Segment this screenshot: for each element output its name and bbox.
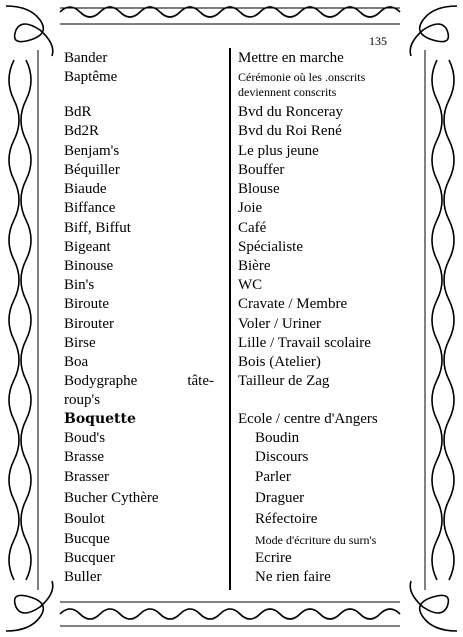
list-item bbox=[0, 277, 463, 297]
list-item bbox=[0, 162, 463, 182]
definition: Bvd du Ronceray bbox=[238, 104, 343, 120]
definition: Spécialiste bbox=[238, 239, 303, 255]
definition: Parler bbox=[255, 469, 291, 485]
list-item bbox=[0, 50, 463, 70]
list-item bbox=[0, 220, 463, 240]
definition: Bois (Atelier) bbox=[238, 354, 321, 370]
list-item bbox=[0, 104, 463, 124]
list-item bbox=[0, 335, 463, 355]
definition: Voler / Uriner bbox=[238, 316, 322, 332]
definition: WC bbox=[238, 277, 263, 293]
definition: Discours bbox=[255, 449, 309, 465]
term: Boulot bbox=[64, 511, 105, 527]
definition: Mettre en marche bbox=[238, 50, 344, 66]
definition: Bière bbox=[238, 258, 271, 274]
definition: Draguer bbox=[255, 490, 305, 506]
term: Bucque bbox=[64, 531, 110, 547]
list-item bbox=[0, 69, 463, 99]
term-line-1 bbox=[64, 373, 214, 390]
term: Brasse bbox=[64, 449, 104, 465]
term: Bucher Cythère bbox=[64, 490, 159, 506]
term-part-a: Bodygraphe bbox=[64, 373, 138, 389]
term: Boquette bbox=[64, 411, 136, 427]
term: Biaude bbox=[64, 181, 107, 197]
list-item bbox=[0, 239, 463, 259]
term: Béquiller bbox=[64, 162, 120, 178]
definition: Bouffer bbox=[238, 162, 285, 178]
list-item bbox=[0, 316, 463, 336]
list-item bbox=[0, 411, 463, 431]
list-item bbox=[0, 550, 463, 570]
term: Bigeant bbox=[64, 239, 111, 255]
term: Bucquer bbox=[64, 550, 115, 566]
term: Birouter bbox=[64, 316, 114, 332]
term: Biff, Biffut bbox=[64, 220, 131, 236]
list-item bbox=[0, 490, 463, 510]
term: Brasser bbox=[64, 469, 109, 485]
term: Bander bbox=[64, 50, 108, 66]
list-item bbox=[0, 511, 463, 531]
list-item bbox=[0, 354, 463, 374]
list-item bbox=[0, 200, 463, 220]
list-item bbox=[0, 430, 463, 450]
definition: Tailleur de Zag bbox=[238, 373, 330, 389]
term: Bd2R bbox=[64, 123, 100, 139]
definition-line-2: deviennent conscrits bbox=[238, 85, 337, 99]
list-item bbox=[0, 123, 463, 143]
term: Boa bbox=[64, 354, 89, 370]
definition: Mode d'écriture du surn's bbox=[255, 533, 377, 547]
definition: Bvd du Roi René bbox=[238, 123, 342, 139]
list-item bbox=[0, 181, 463, 201]
term: BdR bbox=[64, 104, 92, 120]
term: Biroute bbox=[64, 296, 109, 312]
list-item bbox=[0, 258, 463, 278]
definition-line-1: Cérémonie où les .onscrits bbox=[238, 70, 366, 84]
definition: Réfectoire bbox=[255, 511, 318, 527]
term: Benjam's bbox=[64, 143, 120, 159]
list-item bbox=[0, 569, 463, 589]
list-item bbox=[0, 373, 463, 411]
list-item bbox=[0, 469, 463, 489]
definition: Lille / Travail scolaire bbox=[238, 335, 371, 351]
definition: Ne rien faire bbox=[255, 569, 331, 585]
term-part-b: tâte- bbox=[187, 373, 214, 389]
definition: Le plus jeune bbox=[238, 143, 319, 159]
list-item bbox=[0, 296, 463, 316]
term-line-2: roup's bbox=[64, 392, 101, 408]
definition: Café bbox=[238, 220, 267, 236]
term: Boud's bbox=[64, 430, 106, 446]
term: Biffance bbox=[64, 200, 116, 216]
term: Binouse bbox=[64, 258, 114, 274]
definition: Joie bbox=[238, 200, 263, 216]
term: Birse bbox=[64, 335, 96, 351]
definition: Blouse bbox=[238, 181, 280, 197]
term: Bin's bbox=[64, 277, 95, 293]
term: Baptême bbox=[64, 69, 118, 85]
term: Buller bbox=[64, 569, 102, 585]
page-number: 135 bbox=[369, 34, 387, 48]
definition: Cravate / Membre bbox=[238, 296, 348, 312]
list-item bbox=[0, 531, 463, 551]
definition: Boudin bbox=[255, 430, 300, 446]
list-item bbox=[0, 143, 463, 163]
list-item bbox=[0, 449, 463, 469]
definition: Ecole / centre d'Angers bbox=[238, 411, 378, 427]
definition: Ecrire bbox=[255, 550, 292, 566]
